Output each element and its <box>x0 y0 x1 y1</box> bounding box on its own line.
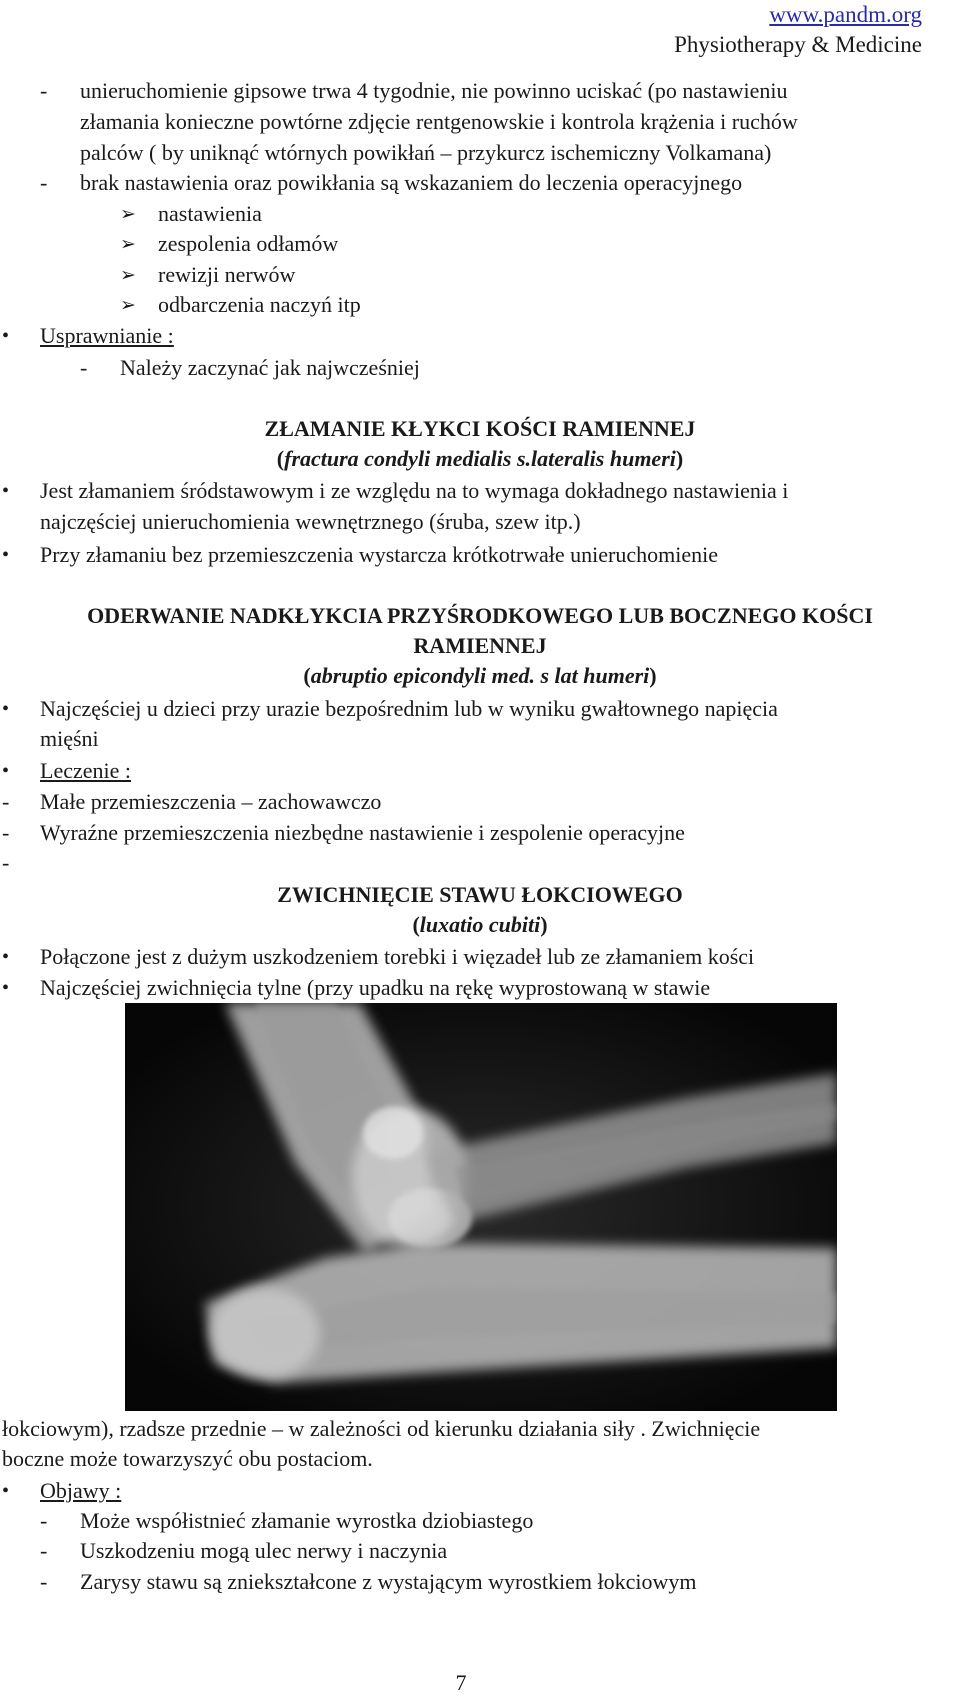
section3-bullet1: Połączone jest z dużym uszkodzeniem torebki i więzadeł lub ze złamaniem kości <box>40 944 755 969</box>
dash-marker: - <box>40 1508 48 1533</box>
section2-bullet1-line1: Najczęściej u dzieci przy urazie bezpośrednim lub w wyniku gwałtownego napięcia <box>40 696 778 721</box>
arrow-bullet-icon: ➢ <box>120 233 136 255</box>
section1-title: ZŁAMANIE KŁYKCI KOŚCI RAMIENNEJ <box>264 416 696 441</box>
section2-latin: (abruptio epicondyli med. s lat humeri) <box>303 663 657 688</box>
section3-bullet2-line3: boczne może towarzyszyć obu postaciom. <box>2 1446 373 1471</box>
page-header <box>674 0 922 60</box>
usprawnianie-item: Należy zaczynać jak najwcześniej <box>120 355 420 380</box>
sub-item: zespolenia odłamów <box>158 231 339 256</box>
section3-bullet2-line1: Najczęściej zwichnięcia tylne (przy upadku na rękę wyprostowaną w stawie <box>40 975 711 1000</box>
intro-line-4: brak nastawienia oraz powikłania są wskazaniem do leczenia operacyjnego <box>80 170 743 195</box>
dash-marker: - <box>80 355 88 380</box>
objawy-item-2: Uszkodzeniu mogą ulec nerwy i naczynia <box>80 1538 448 1563</box>
dash-marker: - <box>2 789 10 814</box>
dash-marker: - <box>40 1538 48 1563</box>
section2-title-line2: RAMIENNEJ <box>413 633 547 658</box>
bullet-icon: • <box>2 760 10 782</box>
section2-bullet1-line2: mięśni <box>40 726 99 751</box>
arrow-bullet-icon: ➢ <box>120 294 136 316</box>
objawy-label: Objawy : <box>40 1478 122 1503</box>
bullet-icon: • <box>2 698 10 720</box>
bullet-icon: • <box>2 544 10 566</box>
dash-marker: - <box>2 850 10 875</box>
section1-latin: (fractura condyli medialis s.lateralis humeri) <box>276 446 684 471</box>
leczenie-item-1: Małe przemieszczenia – zachowawczo <box>40 789 382 814</box>
bullet-icon: • <box>2 325 10 347</box>
dash-marker: - <box>2 820 10 845</box>
section3-title: ZWICHNIĘCIE STAWU ŁOKCIOWEGO <box>277 882 683 907</box>
bullet-icon: • <box>2 946 10 968</box>
objawy-item-1: Może współistnieć złamanie wyrostka dziobiastego <box>80 1508 534 1533</box>
arrow-bullet-icon: ➢ <box>120 203 136 225</box>
header-publication: Physiotherapy & Medicine <box>674 32 922 57</box>
page-number: 7 <box>455 1670 467 1695</box>
objawy-item-3: Zarysy stawu są zniekształcone z wystającym wyrostkiem łokciowym <box>80 1569 697 1594</box>
section3-bullet2-line2: łokciowym), rzadsze przednie – w zależności od kierunku działania siły . Zwichnięcie <box>2 1416 761 1441</box>
section1-bullet2: Przy złamaniu bez przemieszczenia wystarcza krótkotrwałe unieruchomienie <box>40 542 719 567</box>
section1-bullet1-line1: Jest złamaniem śródstawowym i ze względu na to wymaga dokładnego nastawienia i <box>40 478 789 503</box>
usprawnianie-label: Usprawnianie : <box>40 323 174 348</box>
elbow-xray-image <box>125 1003 837 1411</box>
sub-item: odbarczenia naczyń itp <box>158 292 361 317</box>
section2-title-line1: ODERWANIE NADKŁYKCIA PRZYŚRODKOWEGO LUB BOCZNEGO KOŚCI <box>87 603 873 628</box>
intro-line-2: złamania konieczne powtórne zdjęcie rentgenowskie i kontrola krążenia i ruchów <box>80 109 798 134</box>
bullet-icon: • <box>2 480 10 502</box>
dash-marker: - <box>40 170 48 195</box>
dash-marker: - <box>40 78 48 103</box>
section3-latin: (luxatio cubiti) <box>412 912 548 937</box>
bullet-icon: • <box>2 977 10 999</box>
bullet-icon: • <box>2 1480 10 1502</box>
leczenie-label: Leczenie : <box>40 758 131 783</box>
dash-marker: - <box>40 1569 48 1594</box>
arrow-bullet-icon: ➢ <box>120 264 136 286</box>
intro-line-3: palców ( by uniknąć wtórnych powikłań – przykurcz ischemiczny Volkamana) <box>80 140 772 165</box>
sub-item: nastawienia <box>158 201 262 226</box>
header-url-link[interactable]: www.pandm.org <box>769 2 922 27</box>
leczenie-item-2: Wyraźne przemieszczenia niezbędne nastawienie i zespolenie operacyjne <box>40 820 685 845</box>
intro-line-1: unieruchomienie gipsowe trwa 4 tygodnie, nie powinno uciskać (po nastawieniu <box>80 78 788 103</box>
sub-item: rewizji nerwów <box>158 262 296 287</box>
section1-bullet1-line2: najczęściej unieruchomienia wewnętrznego (śruba, szew itp.) <box>40 509 581 534</box>
